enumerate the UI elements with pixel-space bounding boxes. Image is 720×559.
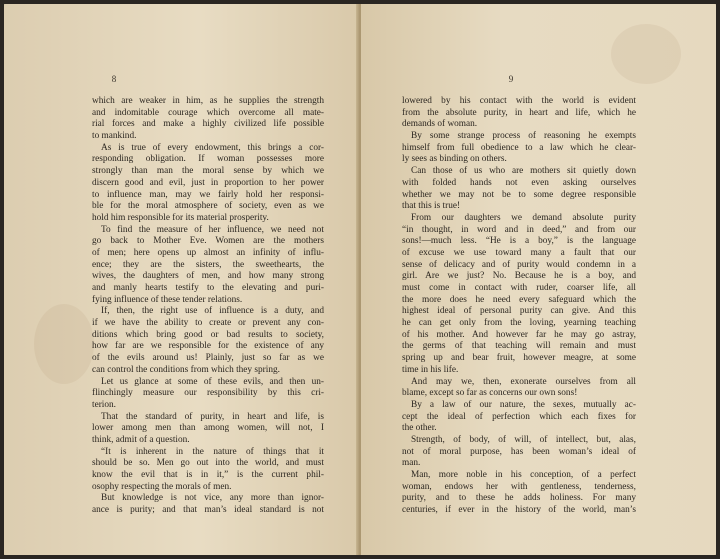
text-line: As is true of every endowment, this brings a cor- (101, 142, 324, 153)
text-line: cept the ideal of perfection which each fixes for (402, 411, 636, 422)
text-line: time in his life. (402, 364, 459, 375)
text-line: discern good and evil, just in proportion to her power (92, 177, 324, 188)
text-line: sons!—much less. “He is a boy,” is the language (402, 236, 636, 247)
text-line: man. (402, 458, 421, 469)
book-spread (4, 4, 716, 555)
text-line: of excuse we use toward many a fault that our (402, 247, 636, 258)
text-line: to influence man, may we fairly hold her responsi- (92, 189, 324, 200)
text-line: fying influence of these tender relations. (92, 294, 243, 305)
text-line: Strength, of body, of will, of intellect, but, alas, (411, 434, 636, 445)
text-line: should be so. Men go out into the world, and must (92, 458, 324, 469)
text-line: if we have the ability to create or prevent any con- (92, 318, 324, 329)
left-page-number: 8 (111, 74, 117, 84)
text-line: “It is inherent in the nature of things that it (101, 446, 324, 457)
text-line: must come in contact with ruder, coarser life, all (402, 283, 636, 293)
text-line: ly sees as binding on others. (402, 154, 507, 165)
text-line: Man, more noble in his conception, of a perfect (411, 470, 636, 480)
right-page-text (402, 96, 636, 517)
text-line: purity, and to these he adds holiness. For many (402, 493, 636, 504)
left-page (4, 4, 359, 555)
text-line: That the standard of purity, in heart and life, is (101, 411, 324, 422)
text-line: and manly hearts testify to the elevating and puri- (92, 283, 324, 293)
text-line: demands of woman. (402, 119, 478, 130)
text-line: go back to Mother Eve. Women are the mothers (92, 236, 324, 247)
text-line: flinchingly measure our responsibility by this cri- (92, 388, 324, 399)
text-line: But knowledge is not vice, any more than ignor- (101, 493, 324, 504)
text-line: can control the conditions from which they spring. (92, 364, 280, 375)
text-line: know the evil that is in it,” is the current phil- (92, 470, 324, 480)
text-line: wives, the daughters of men, and how many strong (92, 271, 324, 282)
text-line: himself from full obedience to a law which he clear- (402, 142, 636, 153)
text-line: how far are we responsible for the existence of any (92, 341, 324, 352)
text-line: Let us glance at some of these evils, and then un- (101, 376, 324, 387)
text-line: strongly than man the moral sense by which we (92, 166, 324, 177)
left-page-text (92, 96, 324, 517)
text-line: To find the measure of her influence, we need not (101, 224, 324, 235)
text-line: lower among men than among women, will not, I (92, 423, 324, 434)
text-line: sense of delicacy and of purity would condemn in a (402, 259, 636, 270)
text-line: the other. (402, 423, 437, 434)
text-line: whether we may not be to some degree responsible (402, 189, 636, 200)
right-page-number: 9 (508, 74, 514, 84)
text-line: lowered by his contact with the world is evident (402, 96, 636, 106)
text-line: osophy respecting the morals of men. (92, 481, 232, 492)
text-line: If, then, the right use of influence is a duty, and (101, 306, 324, 317)
text-line: think, admit of a question. (92, 434, 190, 445)
text-line: ance is purity; and that man’s ideal standard is not (92, 505, 324, 516)
paper-stain (34, 304, 94, 384)
text-line: that this is true! (402, 201, 461, 212)
text-line: he can get only from the loving, yearning teaching (402, 318, 636, 329)
text-line: hold him responsible for its material prosperity. (92, 212, 269, 223)
text-line: the germs of that teaching will remain and must (402, 341, 636, 352)
text-line: centuries, if ever in the history of the world, man’s (402, 505, 636, 516)
text-line: which are weaker in him, as he supplies the strength (92, 96, 324, 106)
text-line: of the evils around us! Plainly, just so far as we (92, 353, 324, 364)
text-line: ence; they are the sisters, the sweethearts, the (92, 259, 324, 270)
text-line: woman, endows her with gentleness, tenderness, (402, 481, 636, 492)
text-line: “in thought, in word and in deed,” and from our (402, 224, 636, 235)
text-line: not of moral purpose, has been woman’s ideal of (402, 446, 636, 457)
text-line: responding obligation. If woman possesses more (92, 154, 324, 165)
text-line: terion. (92, 399, 117, 410)
text-line: By a law of our nature, the sexes, mutually ac- (411, 399, 636, 410)
text-line: Can those of us who are mothers sit quietly down (411, 166, 636, 177)
text-line: with folded hands not even asking ourselves (402, 177, 636, 188)
text-line: And may we, then, exonerate ourselves from all (411, 376, 636, 387)
text-line: By some strange process of reasoning he exempts (411, 131, 636, 142)
text-line: spring up and bear fruit, however meagre, at some (402, 353, 636, 364)
text-line: From our daughters we demand absolute purity (411, 212, 636, 223)
text-line: girl. Are we just? No. Because he is a boy, and (402, 271, 636, 282)
text-line: the more does he need every safeguard which the (402, 294, 636, 305)
right-page (361, 4, 716, 555)
text-line: rial forces and make a highly civilized life possible (92, 119, 324, 130)
text-line: ditions which bring good or bad results to society, (92, 329, 324, 340)
text-line: of his mother. And however far he may go astray, (402, 329, 636, 340)
text-line: to mankind. (92, 131, 137, 142)
paper-stain (611, 24, 681, 84)
text-line: of men; here opens up almost an infinity of influ- (92, 247, 324, 258)
text-line: ble for the moral atmosphere of society, even as we (92, 201, 324, 212)
text-line: and indomitable courage which overcome all mate- (92, 107, 324, 118)
text-line: blame, except so far as concerns our own sons! (402, 388, 578, 399)
text-line: from the absolute purity, in heart and life, which he (402, 107, 636, 118)
text-line: highest ideal of personal purity can give. And this (402, 306, 636, 317)
